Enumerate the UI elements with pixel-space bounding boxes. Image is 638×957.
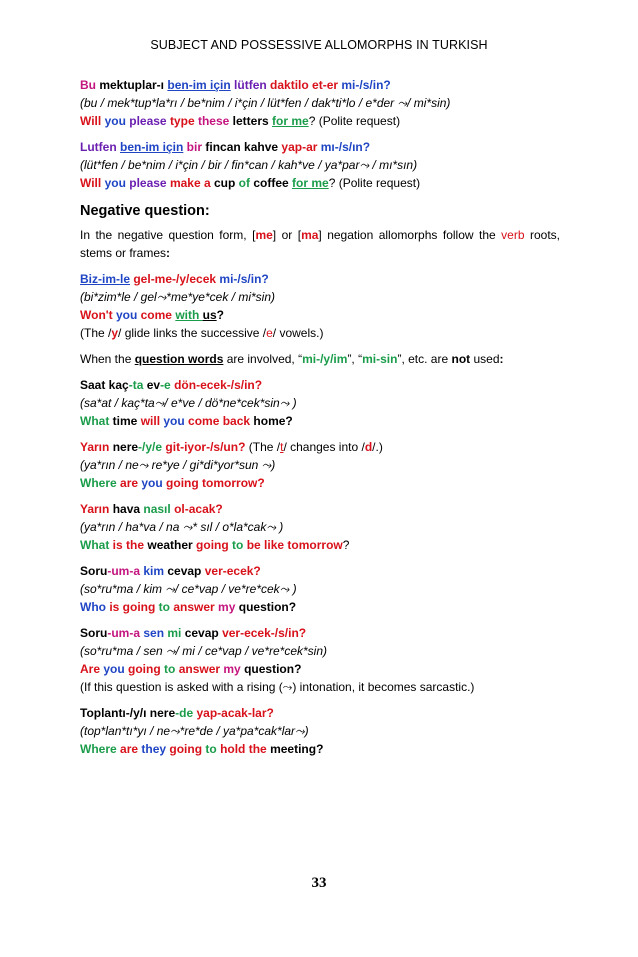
text-run: ver-ecek-/s/in?: [222, 626, 307, 640]
ex5-turkish: [80, 438, 560, 456]
text-run: mi-sin: [362, 352, 398, 366]
text-run: (The /: [80, 326, 112, 340]
text-run: Soru: [80, 626, 108, 640]
text-run: gel-me-/y/ecek: [130, 272, 220, 286]
ex8-pronunciation: (so*ru*ma / sen ⤳/ mi / ce*vap / ve*re*cek*sin): [80, 644, 328, 658]
ex3-turkish: [80, 270, 560, 288]
text-run: coffee: [253, 176, 293, 190]
ex9-english: [80, 740, 560, 758]
ex4-pronunciation: (sa*at / kaç*ta⤳/ e*ve / dö*ne*cek*sin⤳ ): [80, 396, 297, 410]
text-run: cup: [213, 176, 239, 190]
text-run: my: [218, 600, 239, 614]
question-words-paragraph: [80, 350, 560, 368]
page-header: SUBJECT AND POSSESSIVE ALLOMORPHS IN TURKISH: [150, 38, 488, 52]
text-run: meeting?: [270, 742, 324, 756]
negative-paragraph: [80, 226, 560, 262]
ex7-english: [80, 598, 560, 616]
text-run: Are: [80, 662, 104, 676]
text-run: e: [266, 326, 273, 340]
text-run: ol-acak?: [174, 502, 223, 516]
text-run: tomorrow?: [202, 476, 265, 490]
ex3-note: [80, 324, 560, 342]
text-run: y: [111, 326, 119, 340]
text-run: come: [140, 308, 176, 322]
ex9-pronunciation: (top*lan*tı*yı / ne⤳*re*de / ya*pa*cak*lar⤳): [80, 724, 309, 738]
text-run: Where: [80, 742, 121, 756]
text-run: type: [169, 114, 198, 128]
ex4-english: [80, 412, 560, 430]
text-run: cevap: [167, 564, 205, 578]
text-run: yap-ar: [281, 140, 321, 154]
page-content: [80, 76, 560, 758]
negative-question-heading: Negative question:: [80, 203, 210, 219]
text-run: -um-a: [107, 626, 144, 640]
text-run: ben-im için: [167, 78, 231, 92]
text-run: Won't: [80, 308, 116, 322]
text-run: -e: [160, 378, 175, 392]
text-run: are: [120, 742, 142, 756]
text-run: When the: [80, 352, 135, 366]
page-number: 33: [311, 875, 327, 891]
text-run: going: [166, 476, 203, 490]
text-run: mi-/s/in?: [341, 78, 391, 92]
text-run: is going: [109, 600, 159, 614]
text-run: you: [163, 414, 189, 428]
text-run: make a: [169, 176, 214, 190]
text-run: :: [499, 352, 504, 366]
text-run: are: [120, 476, 142, 490]
text-run: for me: [292, 176, 329, 190]
text-run: question?: [244, 662, 302, 676]
text-run: / vowels.): [272, 326, 324, 340]
text-run: bir: [183, 140, 206, 154]
text-run: to: [164, 662, 179, 676]
text-run: ? (Polite request): [308, 114, 401, 128]
text-run: of: [238, 176, 254, 190]
ex1-english: [80, 112, 560, 130]
ex2-turkish: [80, 138, 560, 156]
text-run: you: [103, 662, 129, 676]
text-run: verb: [501, 228, 525, 242]
text-run: t: [280, 440, 284, 454]
text-run: ? (Polite request): [328, 176, 421, 190]
text-run: -de: [175, 706, 197, 720]
text-run: you: [104, 176, 130, 190]
text-run: ben-im için: [120, 140, 184, 154]
text-run: Will: [80, 176, 105, 190]
text-run: you: [141, 476, 167, 490]
text-run: Bu: [80, 78, 96, 92]
text-run: to: [158, 600, 174, 614]
text-run: -/y/e: [138, 440, 166, 454]
text-run: Saat kaç: [80, 378, 129, 392]
ex2-english: [80, 174, 560, 192]
text-run: What: [80, 414, 113, 428]
text-run: be like: [246, 538, 288, 552]
text-run: ] negation allomorphs follow the: [318, 228, 502, 242]
text-run: :: [166, 246, 171, 260]
text-run: with: [175, 308, 203, 322]
ex3-english: [80, 306, 560, 324]
text-run: Will: [80, 114, 105, 128]
text-run: git-iyor-/s/un?: [165, 440, 246, 454]
text-run: mı-/s/ın?: [320, 140, 371, 154]
text-run: will: [140, 414, 164, 428]
text-run: used: [470, 352, 500, 366]
text-run: roots, stems or frames: [80, 228, 560, 260]
text-run: nere: [112, 440, 139, 454]
text-run: Biz-im-le: [80, 272, 131, 286]
ex8-turkish: [80, 624, 560, 642]
text-run: Where: [80, 476, 121, 490]
text-run: fincan kahve: [205, 140, 282, 154]
text-run: going: [169, 742, 206, 756]
text-run: you: [115, 308, 141, 322]
text-run: ma: [301, 228, 319, 242]
text-run: -um-a: [107, 564, 144, 578]
text-run: Soru: [80, 564, 108, 578]
text-run: nere: [149, 706, 176, 720]
text-run: to: [232, 538, 247, 552]
text-run: question words: [134, 352, 224, 366]
text-run: please: [129, 176, 170, 190]
text-run: hava: [112, 502, 144, 516]
text-run: ”, “: [347, 352, 363, 366]
text-run: nasıl: [143, 502, 175, 516]
text-run: kim: [143, 564, 168, 578]
text-run: dön-ecek-/s/in?: [174, 378, 263, 392]
text-run: Who: [80, 600, 110, 614]
ex1-turkish: [80, 76, 560, 94]
ex7-pronunciation: (so*ru*ma / kim ⤳/ ce*vap / ve*re*cek⤳ ): [80, 582, 297, 596]
text-run: cevap: [184, 626, 223, 640]
text-run: d: [364, 440, 373, 454]
ex6-turkish: [80, 500, 560, 518]
text-run: for me: [272, 114, 309, 128]
text-run: ”, etc. are: [397, 352, 452, 366]
text-run: Yarın: [80, 440, 113, 454]
text-run: -ta: [128, 378, 147, 392]
text-run: they: [141, 742, 170, 756]
text-run: not: [451, 352, 471, 366]
text-run: yap-acak-lar?: [196, 706, 274, 720]
text-run: tomorrow: [287, 538, 343, 552]
text-run: answer: [178, 662, 224, 676]
text-run: ver-ecek?: [204, 564, 261, 578]
text-run: come back: [188, 414, 254, 428]
text-run: time: [112, 414, 141, 428]
text-run: sen: [143, 626, 168, 640]
ex8-note: (If this question is asked with a rising (⤳) intonation, it becomes sarcastic.): [80, 680, 475, 694]
text-run: hold the: [220, 742, 271, 756]
text-run: (The /: [245, 440, 281, 454]
ex2-pronunciation: (lüt*fen / be*nim / i*çin / bir / fin*can / kah*ve / ya*par⤳ / mı*sın): [80, 158, 418, 172]
ex6-english: [80, 536, 560, 554]
text-run: going: [128, 662, 165, 676]
text-run: question?: [238, 600, 297, 614]
text-run: mi-/s/in?: [219, 272, 269, 286]
text-run: / glide links the successive /: [118, 326, 267, 340]
ex6-pronunciation: (ya*rın / ha*va / na ⤳* sıl / o*la*cak⤳ ): [80, 520, 284, 534]
text-run: Yarın: [80, 502, 113, 516]
ex5-pronunciation: (ya*rın / ne⤳ re*ye / gi*di*yor*sun ⤳): [80, 458, 276, 472]
text-run: mi: [167, 626, 185, 640]
text-run: ev: [146, 378, 161, 392]
text-run: answer: [173, 600, 219, 614]
text-run: these: [197, 114, 233, 128]
text-run: going: [196, 538, 233, 552]
ex8-english: [80, 660, 560, 678]
text-run: ?: [216, 308, 224, 322]
text-run: ?: [342, 538, 350, 552]
text-run: /.): [372, 440, 383, 454]
text-run: Lutfen: [80, 140, 120, 154]
text-run: is the: [112, 538, 148, 552]
text-run: me: [255, 228, 273, 242]
text-run: weather: [147, 538, 197, 552]
text-run: letters: [232, 114, 272, 128]
text-run: ] or [: [272, 228, 302, 242]
text-run: please: [129, 114, 170, 128]
text-run: home?: [253, 414, 293, 428]
ex4-turkish: [80, 376, 560, 394]
ex7-turkish: [80, 562, 560, 580]
text-run: What: [80, 538, 113, 552]
text-run: are involved, “: [223, 352, 303, 366]
text-run: my: [223, 662, 245, 676]
text-run: lütfen: [230, 78, 271, 92]
text-run: mi-/y/im: [302, 352, 348, 366]
text-run: In the negative question form, [: [80, 228, 256, 242]
text-run: you: [104, 114, 130, 128]
text-run: Toplantı-/y/ı: [80, 706, 150, 720]
text-run: to: [205, 742, 221, 756]
text-run: mektuplar-ı: [96, 78, 168, 92]
ex1-pronunciation: (bu / mek*tup*la*rı / be*nim / i*çin / lüt*fen / dak*ti*lo / e*der ⤳/ mi*sin): [80, 96, 451, 110]
text-run: / changes into /: [283, 440, 365, 454]
text-run: us: [202, 308, 217, 322]
text-run: daktilo et-er: [270, 78, 342, 92]
ex3-pronunciation: (bi*zim*le / gel⤳*me*ye*cek / mi*sin): [80, 290, 275, 304]
ex9-turkish: [80, 704, 560, 722]
ex5-english: [80, 474, 560, 492]
